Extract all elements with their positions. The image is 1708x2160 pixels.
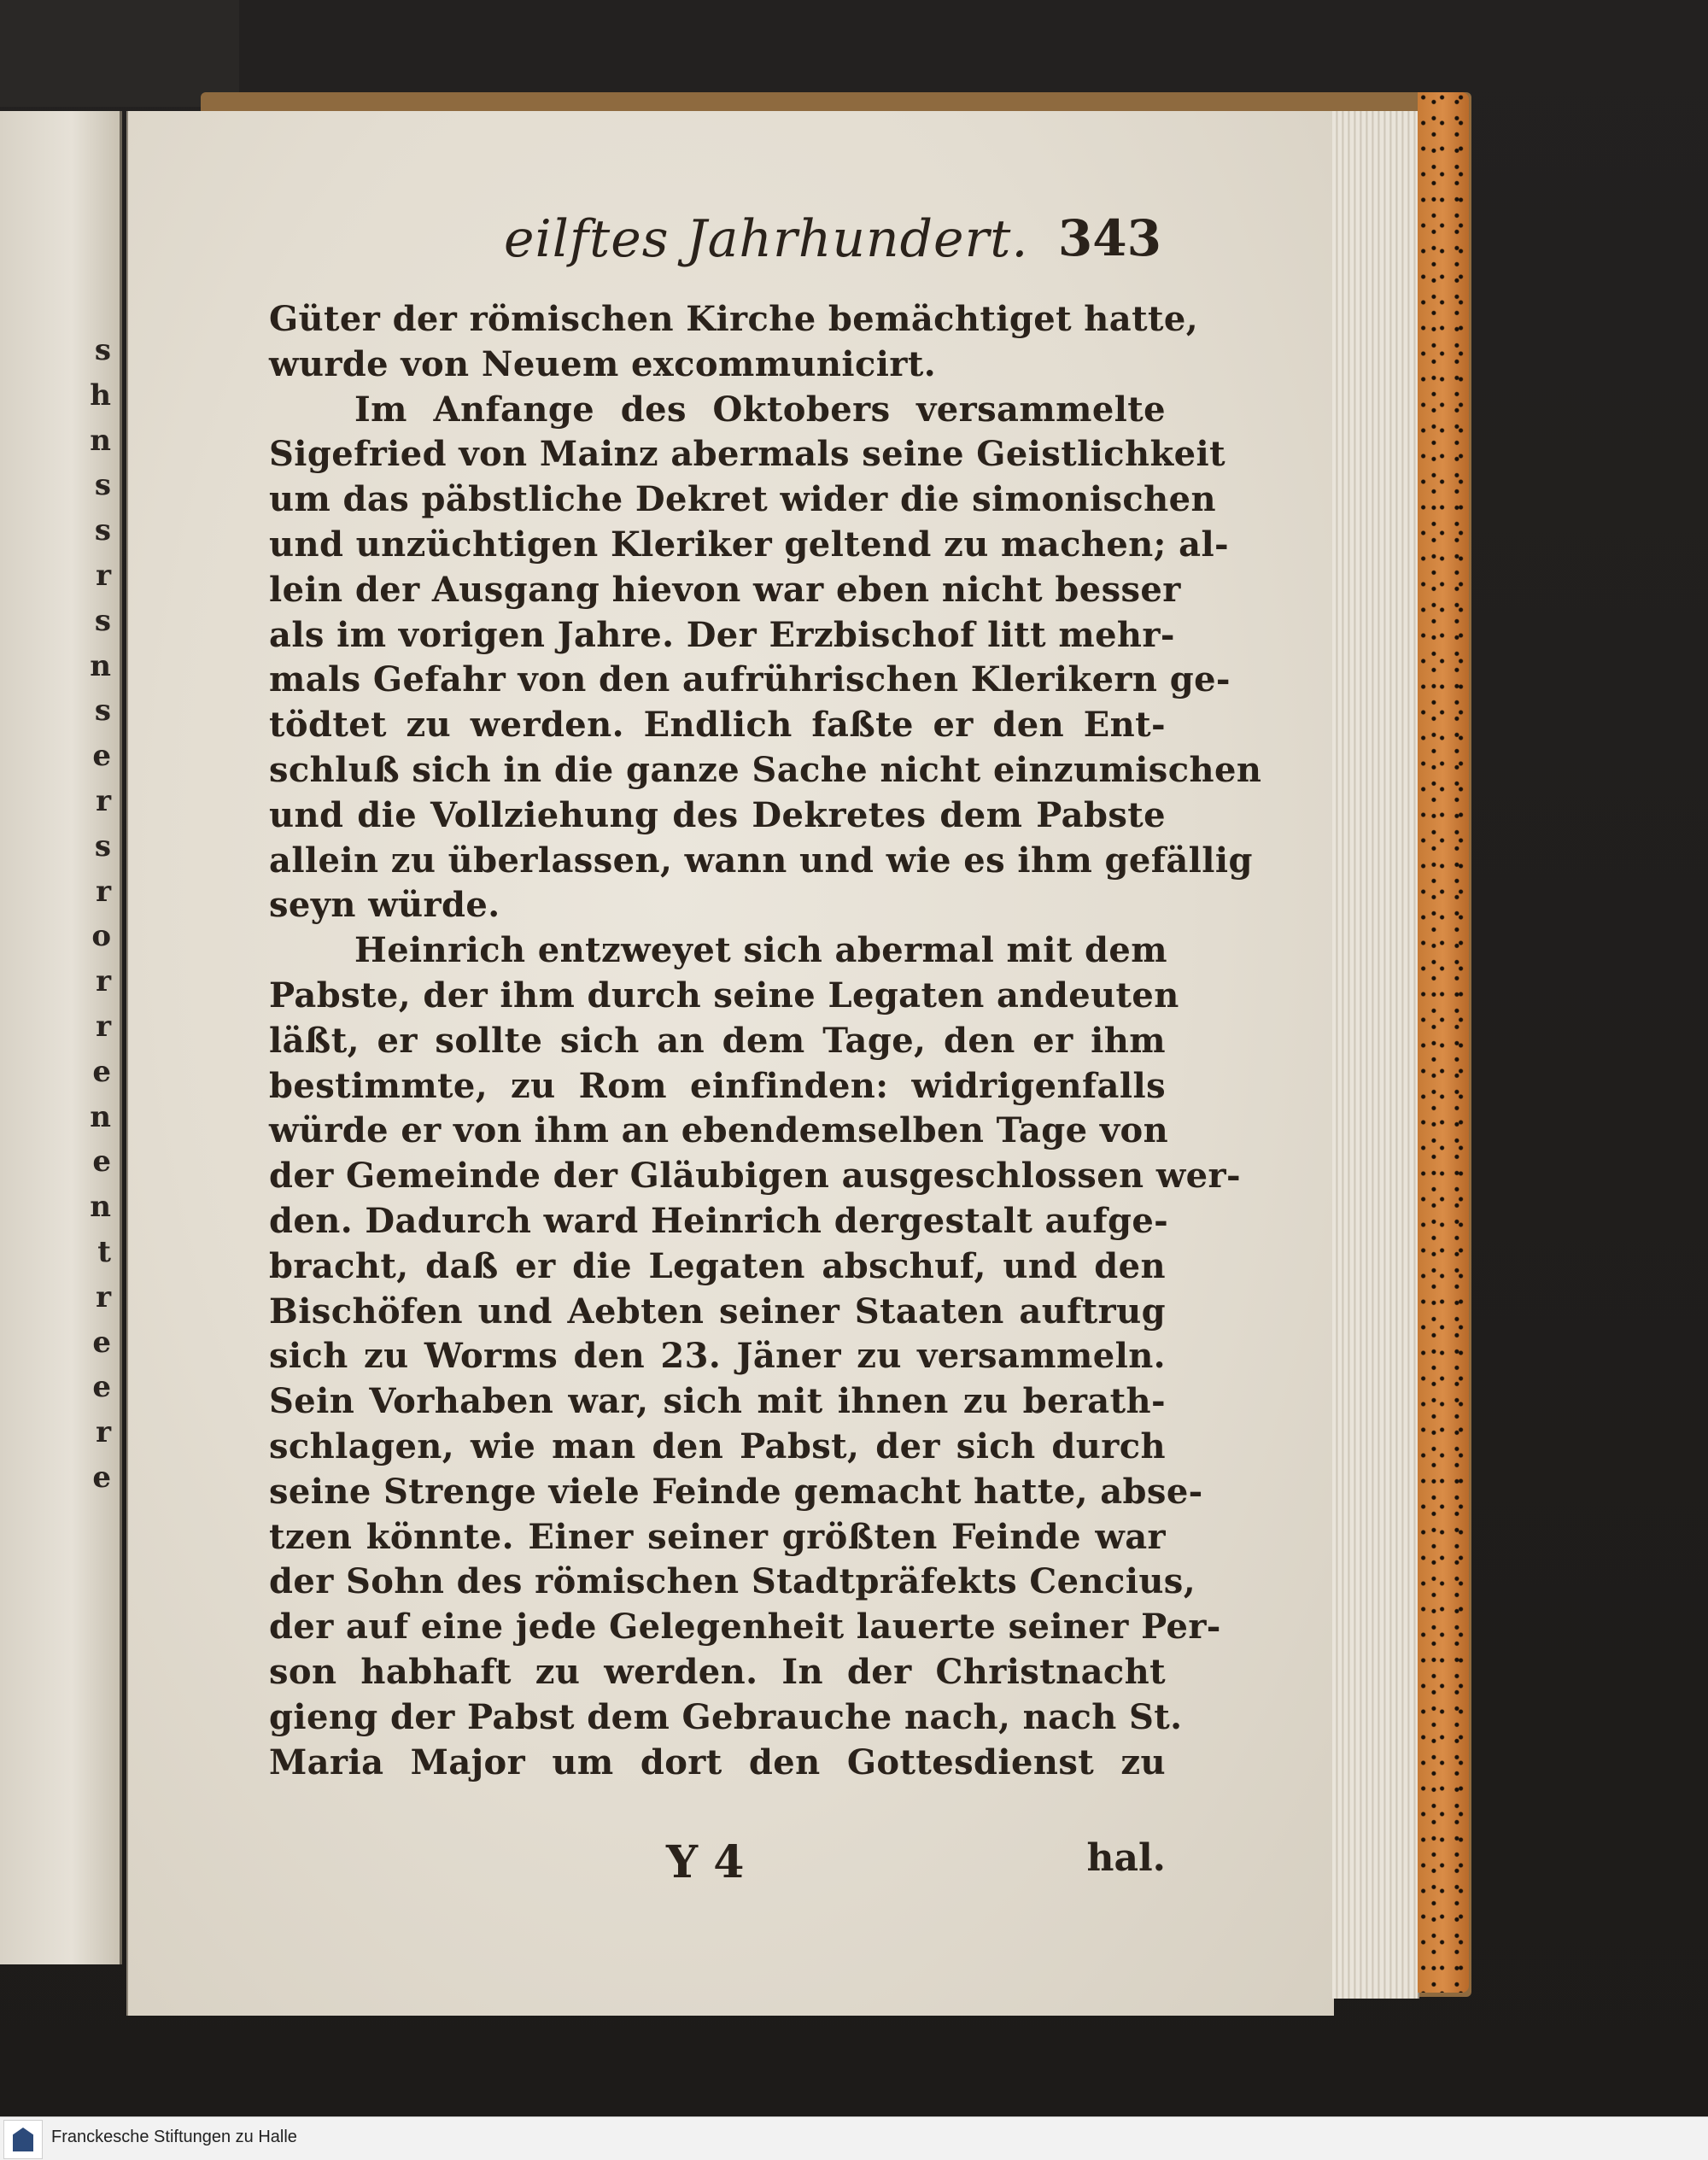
background-strap xyxy=(0,0,239,107)
text-line: Bischöfen und Aebten seiner Staaten auftrug xyxy=(269,1291,1166,1332)
text-line: bestimmte, zu Rom einfinden: widrigenfalls xyxy=(269,1065,1166,1106)
left-page-letter: s xyxy=(94,603,111,638)
left-page-letter: r xyxy=(96,1415,111,1450)
text-line: seine Strenge viele Feinde gemacht hatte, abse- xyxy=(269,1471,1203,1512)
left-page-letter: e xyxy=(92,1144,111,1180)
text-line: mals Gefahr von den aufrührischen Klerikern ge- xyxy=(269,659,1231,700)
left-page-letter: s xyxy=(94,468,111,503)
text-line: tödtet zu werden. Endlich faßte er den Ent- xyxy=(269,705,1166,746)
text-line: lein der Ausgang hievon war eben nicht besser xyxy=(269,569,1181,610)
left-page-letter: o xyxy=(91,919,111,954)
left-page-letter: s xyxy=(94,513,111,548)
left-page-letter: n xyxy=(90,648,111,683)
left-page-letter: r xyxy=(96,1279,111,1314)
left-page-letter: n xyxy=(90,423,111,458)
text-line: Heinrich entzweyet sich abermal mit dem xyxy=(354,930,1167,971)
text-line: Sigefried von Mainz abermals seine Geistlichkeit xyxy=(269,434,1225,475)
left-page-letter: h xyxy=(90,378,111,413)
text-line: schlagen, wie man den Pabst, der sich durch xyxy=(269,1425,1166,1466)
text-line: Güter der römischen Kirche bemächtiget hatte, xyxy=(269,299,1199,339)
text-line: und die Vollziehung des Dekretes dem Pabste xyxy=(269,794,1166,835)
book-cover-edge xyxy=(1418,92,1469,1993)
text-line: sich zu Worms den 23. Jäner zu versammeln. xyxy=(269,1336,1166,1377)
left-page-letter: r xyxy=(96,964,111,999)
text-line: würde er von ihm an ebendemselben Tage von xyxy=(269,1110,1169,1151)
text-line: seyn würde. xyxy=(269,885,500,926)
body-text xyxy=(269,297,1262,1785)
text-line: wurde von Neuem excommunicirt. xyxy=(269,343,937,384)
left-page-letter: t xyxy=(97,1235,111,1269)
text-line: läßt, er sollte sich an dem Tage, den er ihm xyxy=(269,1020,1166,1061)
page-footer xyxy=(269,1836,1166,1896)
left-page-letter: n xyxy=(90,1099,111,1134)
left-page-letter: s xyxy=(94,828,111,863)
left-page-letter: r xyxy=(96,559,111,593)
text-line: den. Dadurch ward Heinrich dergestalt aufge- xyxy=(269,1200,1169,1241)
left-page-letter: r xyxy=(96,1010,111,1044)
institution-name: Franckesche Stiftungen zu Halle xyxy=(51,2128,297,2146)
left-page-letter: e xyxy=(92,1460,111,1495)
left-page-letter: s xyxy=(94,333,111,367)
left-page-letter: r xyxy=(96,874,111,909)
text-line: gieng der Pabst dem Gebrauche nach, nach St. xyxy=(269,1696,1183,1737)
left-page-letter: s xyxy=(94,694,111,729)
page-edges xyxy=(1332,111,1419,1999)
text-line: Sein Vorhaben war, sich mit ihnen zu berath- xyxy=(269,1381,1166,1422)
running-head-title: eilftes Jahrhundert. xyxy=(504,209,1029,269)
building-icon xyxy=(13,2128,33,2151)
text-line: und unzüchtigen Kleriker geltend zu machen; al- xyxy=(269,524,1230,565)
text-line: der Sohn des römischen Stadtpräfekts Cencius, xyxy=(269,1561,1196,1602)
left-page-letter: e xyxy=(92,1054,111,1089)
franckesche-stiftungen-logo-icon xyxy=(3,2120,43,2159)
left-page-letter: e xyxy=(92,739,111,774)
left-page-letter: r xyxy=(96,784,111,818)
left-page-fragment xyxy=(0,111,122,1964)
catchword: hal. xyxy=(1086,1836,1166,1880)
text-line: son habhaft zu werden. In der Christnacht xyxy=(269,1651,1166,1692)
text-line: allein zu überlassen, wann und wie es ihm gefällig xyxy=(269,840,1253,881)
left-page-letter: e xyxy=(92,1325,111,1360)
left-page-letter: e xyxy=(92,1370,111,1405)
attribution-bar xyxy=(0,2116,1708,2160)
text-line: als im vorigen Jahre. Der Erzbischof litt mehr- xyxy=(269,614,1175,655)
text-line: Maria Major um dort den Gottesdienst zu xyxy=(269,1741,1166,1782)
text-line: um das päbstliche Dekret wider die simonischen xyxy=(269,479,1216,520)
signature-mark: Y 4 xyxy=(666,1836,745,1888)
text-line: tzen könnte. Einer seiner größten Feinde war xyxy=(269,1516,1166,1557)
text-line: Im Anfange des Oktobers versammelte xyxy=(354,389,1166,430)
text-line: bracht, daß er die Legaten abschuf, und den xyxy=(269,1245,1166,1286)
left-page-letter: n xyxy=(90,1190,111,1225)
text-line: der auf eine jede Gelegenheit lauerte seiner Per- xyxy=(269,1607,1221,1648)
text-line: Pabste, der ihm durch seine Legaten andeuten xyxy=(269,975,1179,1016)
text-line: der Gemeinde der Gläubigen ausgeschlossen wer- xyxy=(269,1156,1242,1197)
text-line: schluß sich in die ganze Sache nicht einzumischen xyxy=(269,749,1262,790)
page-number: 343 xyxy=(1057,209,1161,267)
running-head xyxy=(256,209,1161,278)
